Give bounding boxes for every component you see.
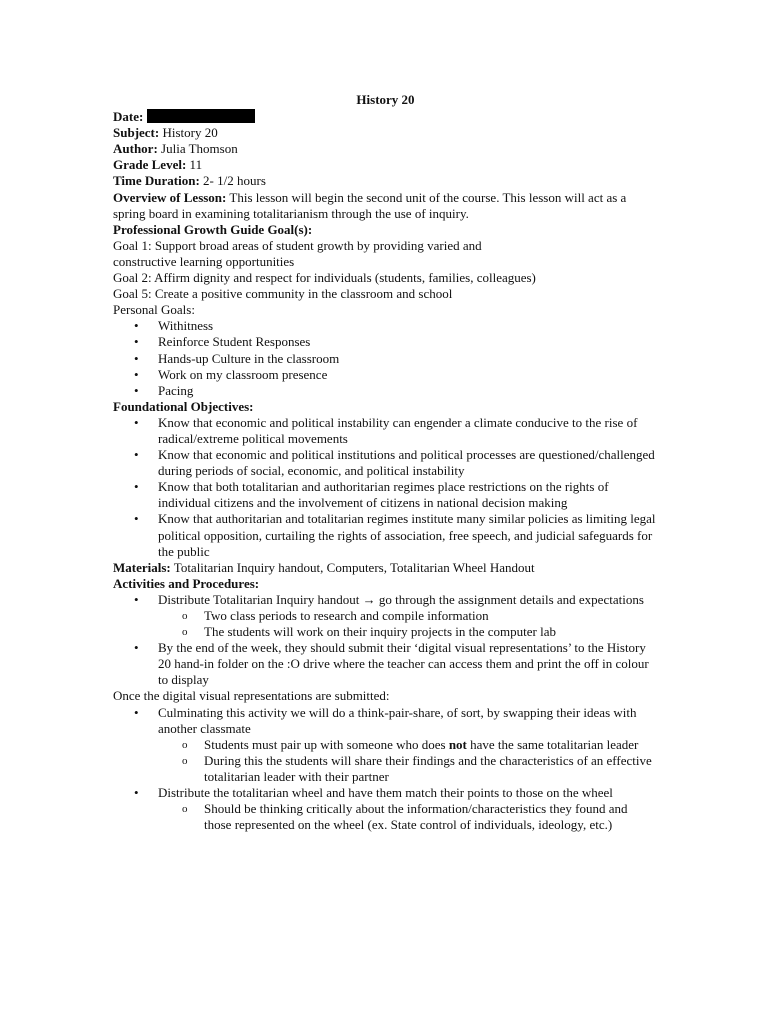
list-item <box>113 592 658 640</box>
date-row <box>113 109 658 125</box>
list-item <box>113 479 658 511</box>
personal-goals-list <box>113 318 658 398</box>
list-item-text: Distribute Totalitarian Inquiry handout → go through the assignment details and expectations <box>158 591 644 607</box>
list-item <box>113 705 658 785</box>
bullet-icon: • <box>134 785 139 801</box>
list-item <box>113 785 658 833</box>
list-item <box>113 367 658 383</box>
list-item-text: Reinforce Student Responses <box>158 334 311 350</box>
list-item-text: Know that both totalitarian and authoritarian regimes place restrictions on the rights of individual citizens and the involvement of citizens in national decision making <box>158 479 609 511</box>
bullet-icon: • <box>134 366 139 382</box>
bullet-icon: • <box>134 479 139 495</box>
sub-list <box>158 737 658 785</box>
materials-label: Materials: <box>113 559 171 575</box>
list-item-text: Know that authoritarian and totalitarian regimes institute many similar policies as limiting legal political opposition, curtailing the rights of association, free speech, and judicial safeguards for the public <box>158 511 656 559</box>
bullet-icon: • <box>134 447 139 463</box>
bullet-icon: • <box>134 414 139 430</box>
goal-5: Goal 5: Create a positive community in the classroom and school <box>113 286 453 302</box>
list-item-text: Pacing <box>158 382 194 398</box>
grade-label: Grade Level: <box>113 157 187 173</box>
sub-list <box>158 801 658 833</box>
overview-value: This lesson will begin the second unit of the course. This lesson will act as a spring board in examining totalitarianism through the use of inquiry. <box>113 189 627 221</box>
duration-value: 2- 1/2 hours <box>203 173 266 189</box>
emphasis-not: not <box>448 736 467 752</box>
list-item-text: Distribute the totalitarian wheel and have them match their points to those on the wheel <box>158 785 613 801</box>
sub-bullet-icon: o <box>182 626 188 639</box>
author-row <box>113 141 658 157</box>
list-item-text: By the end of the week, they should submit their ‘digital visual representations’ to the History 20 hand-in folder on the :O drive where the teacher can access them and print the off in colour to display <box>158 640 649 688</box>
list-item-text: Withitness <box>158 318 214 334</box>
materials-value: Totalitarian Inquiry handout, Computers, Totalitarian Wheel Handout <box>173 559 535 575</box>
sub-list <box>158 608 658 640</box>
subject-value: History 20 <box>162 125 218 141</box>
goals-heading: Professional Growth Guide Goal(s): <box>113 221 313 237</box>
sub-list-item <box>158 624 658 640</box>
sub-bullet-icon: o <box>182 803 188 816</box>
goal-1-line-1: Goal 1: Support broad areas of student growth by providing varied and <box>113 237 482 253</box>
document-title: History 20 <box>356 92 415 107</box>
author-label: Author: <box>113 141 158 157</box>
sub-bullet-icon: o <box>182 610 188 622</box>
list-item-text: have the same totalitarian leader <box>470 736 639 752</box>
list-item <box>113 447 658 479</box>
culminating-list <box>113 705 658 834</box>
duration-label: Time Duration: <box>113 173 200 189</box>
objectives-heading: Foundational Objectives: <box>113 398 254 414</box>
materials-row <box>113 560 658 576</box>
subject-label: Subject: <box>113 125 160 141</box>
overview-label: Overview of Lesson: <box>113 189 227 205</box>
list-item-text: Students must pair up with someone who does <box>204 736 446 752</box>
list-item-text: Know that economic and political institutions and political processes are questioned/challenged during periods of social, economic, and political instability <box>158 447 655 479</box>
list-item <box>113 318 658 334</box>
grade-value: 11 <box>189 157 203 173</box>
bullet-icon: • <box>134 382 139 398</box>
subject-row <box>113 125 658 141</box>
after-submit-text: Once the digital visual representations are submitted: <box>113 688 390 704</box>
goal-1-line-2: constructive learning opportunities <box>113 253 295 269</box>
list-item <box>113 415 658 447</box>
date-label: Date: <box>113 109 144 125</box>
list-item-text: Hands-up Culture in the classroom <box>158 350 340 366</box>
objectives-list <box>113 415 658 560</box>
bullet-icon: • <box>134 640 139 656</box>
sub-list-item <box>158 801 658 833</box>
bullet-icon: • <box>134 350 139 366</box>
goal-2: Goal 2: Affirm dignity and respect for individuals (students, families, colleagues) <box>113 270 536 286</box>
bullet-icon: • <box>134 318 139 334</box>
list-item <box>113 640 658 688</box>
author-value: Julia Thomson <box>161 141 238 157</box>
list-item-text: Should be thinking critically about the information/characteristics they found and those represented on the wheel (ex. State control of individuals, ideology, etc.) <box>204 801 628 833</box>
sub-list-item <box>158 608 658 624</box>
list-item-text: Two class periods to research and compile information <box>204 608 489 623</box>
list-item-text: Work on my classroom presence <box>158 366 328 382</box>
list-item <box>113 334 658 350</box>
duration-row <box>113 173 658 189</box>
sub-bullet-icon: o <box>182 754 188 767</box>
bullet-icon: • <box>134 591 139 607</box>
grade-row <box>113 157 658 173</box>
list-item <box>113 511 658 559</box>
list-item <box>113 383 658 399</box>
activities-heading: Activities and Procedures: <box>113 575 260 591</box>
list-item-text: Know that economic and political instability can engender a climate conducive to the rise of radical/extreme political movements <box>158 414 638 446</box>
lesson-plan-document <box>113 92 658 833</box>
bullet-icon: • <box>134 704 139 720</box>
activities-list <box>113 592 658 689</box>
list-item-text: During this the students will share their findings and the characteristics of an effective totalitarian leader with their partner <box>204 752 652 784</box>
list-item <box>113 351 658 367</box>
bullet-icon: • <box>134 511 139 527</box>
list-item-text: The students will work on their inquiry projects in the computer lab <box>204 624 557 640</box>
sub-list-item <box>158 737 658 753</box>
personal-goals-label: Personal Goals: <box>113 302 195 318</box>
redaction-bar <box>147 109 255 123</box>
bullet-icon: • <box>134 334 139 350</box>
sub-bullet-icon: o <box>182 738 188 751</box>
sub-list-item <box>158 753 658 785</box>
list-item-text: Culminating this activity we will do a think-pair-share, of sort, by swapping their ideas with another classmate <box>158 704 637 736</box>
overview-row <box>113 190 658 222</box>
